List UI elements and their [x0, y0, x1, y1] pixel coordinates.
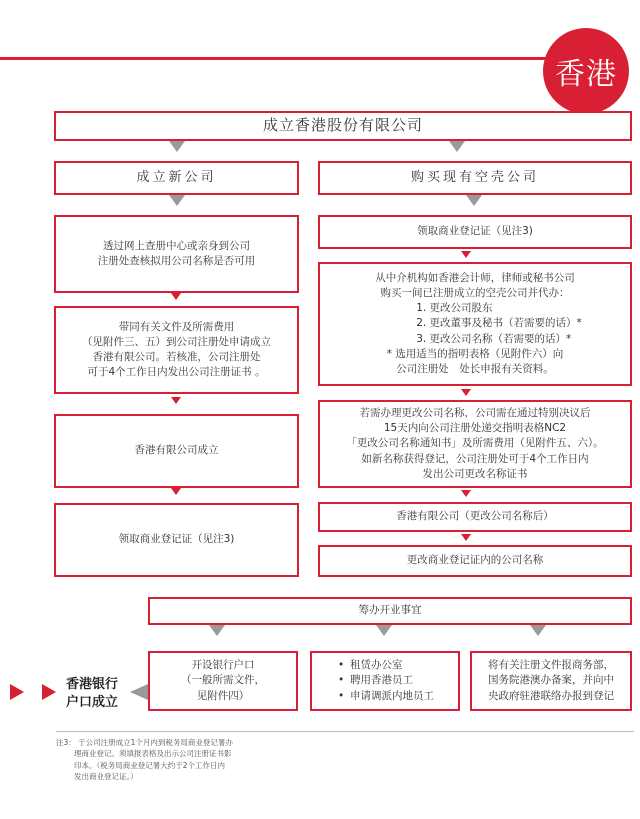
down-arrow	[209, 625, 225, 636]
down-arrow	[466, 195, 482, 206]
down-arrow	[171, 397, 181, 404]
region-badge	[543, 28, 629, 114]
text-line: 发出公司更改名称证书	[422, 467, 528, 480]
down-arrow	[461, 490, 471, 497]
text-line: 如新名称获得登记，公司注册处可于4个工作日内	[361, 452, 589, 465]
down-arrow	[169, 141, 185, 152]
text-line: 印本。（税务局商业登记署大约于2个工作日内	[74, 760, 226, 770]
left-arrow-icon	[130, 684, 148, 700]
text-line: 注册处查核拟用公司名称是否可用	[97, 255, 256, 267]
right-heading-text: 购买现有空壳公司	[410, 169, 539, 185]
footnote	[56, 737, 286, 782]
text-line: 若需办理更改公司名称，公司需在通过特别决议后	[359, 406, 591, 419]
main-title	[54, 111, 632, 141]
right-step-buy-shell	[318, 262, 632, 386]
text-line: 香港有限公司成立	[134, 444, 219, 457]
down-arrow	[449, 141, 465, 152]
text-line: 香港银行	[66, 677, 119, 692]
down-arrow	[461, 251, 471, 258]
down-arrow	[530, 625, 546, 636]
text-line: （见附件三、五）到公司注册处申请成立	[82, 335, 271, 348]
prep-bank-account	[148, 651, 298, 711]
right-step-update-br	[318, 545, 632, 577]
text-line: 见附件四）	[196, 689, 250, 702]
right-heading	[318, 161, 632, 195]
left-heading-text: 成立新公司	[136, 169, 217, 185]
text-line: 香港有限公司。若核准，公司注册处	[92, 351, 261, 363]
text-line: 15天内向公司注册处递交指明表格NC2	[383, 422, 567, 435]
text-line: 户口成立	[66, 694, 119, 710]
top-rule	[0, 57, 560, 60]
down-arrow	[461, 534, 471, 541]
list-item: • 租赁办公室	[336, 658, 434, 673]
text-line: 央政府驻港联络办报到登记	[488, 689, 614, 702]
text-line: 理商业登记。须填报表格及出示公司注册证书影	[74, 749, 232, 759]
down-arrow	[461, 389, 471, 396]
text-line: 1. 更改公司股东	[416, 302, 493, 315]
text-line: 2. 更改董事及秘书（若需要的话）*	[416, 317, 582, 330]
text-line: 领取商业登记证（见注3)	[417, 225, 533, 238]
text-line: 从中介机构如香港会计师，律师或秘书公司	[375, 271, 575, 284]
down-arrow	[376, 625, 392, 636]
text-line: 发出商业登记证。）	[74, 771, 138, 781]
list-item: • 聘用香港员工	[336, 673, 434, 688]
right-step-renamed	[318, 502, 632, 532]
right-step-rename	[318, 400, 632, 488]
text-line: 3. 更改公司名称（若需要的话）*	[416, 332, 572, 345]
text-line: * 选用适当的指明表格（见附件六）向	[386, 347, 564, 360]
text-line: 购买一间已注册成立的空壳公司并代办：	[380, 286, 570, 299]
left-heading	[54, 161, 299, 195]
text-line: （一般所需文件，	[181, 674, 265, 687]
text-line: 领取商业登记证（见注3)	[118, 533, 235, 546]
text-line: 更改商业登记证内的公司名称	[406, 554, 544, 567]
right-step-br-cert	[318, 215, 632, 249]
text-line: 国务院港澳办备案，并向中	[488, 674, 614, 687]
prep-register-filing	[470, 651, 632, 711]
bank-established-label	[66, 676, 118, 711]
prep-heading	[148, 597, 632, 625]
text-line: 将有关注册文件报商务部，	[488, 659, 614, 672]
left-step-established	[54, 414, 299, 488]
prep-office-staff	[310, 651, 460, 711]
text-line: 透过网上查册中心或亲身到公司	[103, 239, 250, 252]
text-line: 香港有限公司（更改公司名称后）	[396, 510, 554, 523]
text-line: 「更改公司名称通知书」及所需费用（见附件五、六）。	[346, 437, 604, 450]
list-item: • 申请调派内地员工	[336, 689, 434, 704]
badge-text: 香港	[555, 57, 617, 92]
text-line: 筹办开业事宜	[358, 604, 422, 617]
down-arrow	[171, 293, 181, 300]
left-step-name-check	[54, 215, 299, 293]
text-line: 带同有关文件及所需费用	[118, 320, 235, 333]
text-line: 开设银行户口	[191, 659, 255, 672]
divider	[56, 731, 634, 732]
left-step-br-cert	[54, 503, 299, 577]
down-arrow	[171, 488, 181, 495]
main-title-text: 成立香港股份有限公司	[262, 116, 423, 135]
down-arrow	[169, 195, 185, 206]
left-step-apply	[54, 306, 299, 394]
text-line: 公司注册处 处长申报有关资料。	[396, 363, 554, 376]
play-arrows-icon	[8, 680, 68, 704]
text-line: 可于4个工作日内发出公司注册证书 。	[87, 366, 266, 379]
text-line: 注3： 于公司注册成立1个月内到税务局商业登记署办	[56, 738, 233, 747]
